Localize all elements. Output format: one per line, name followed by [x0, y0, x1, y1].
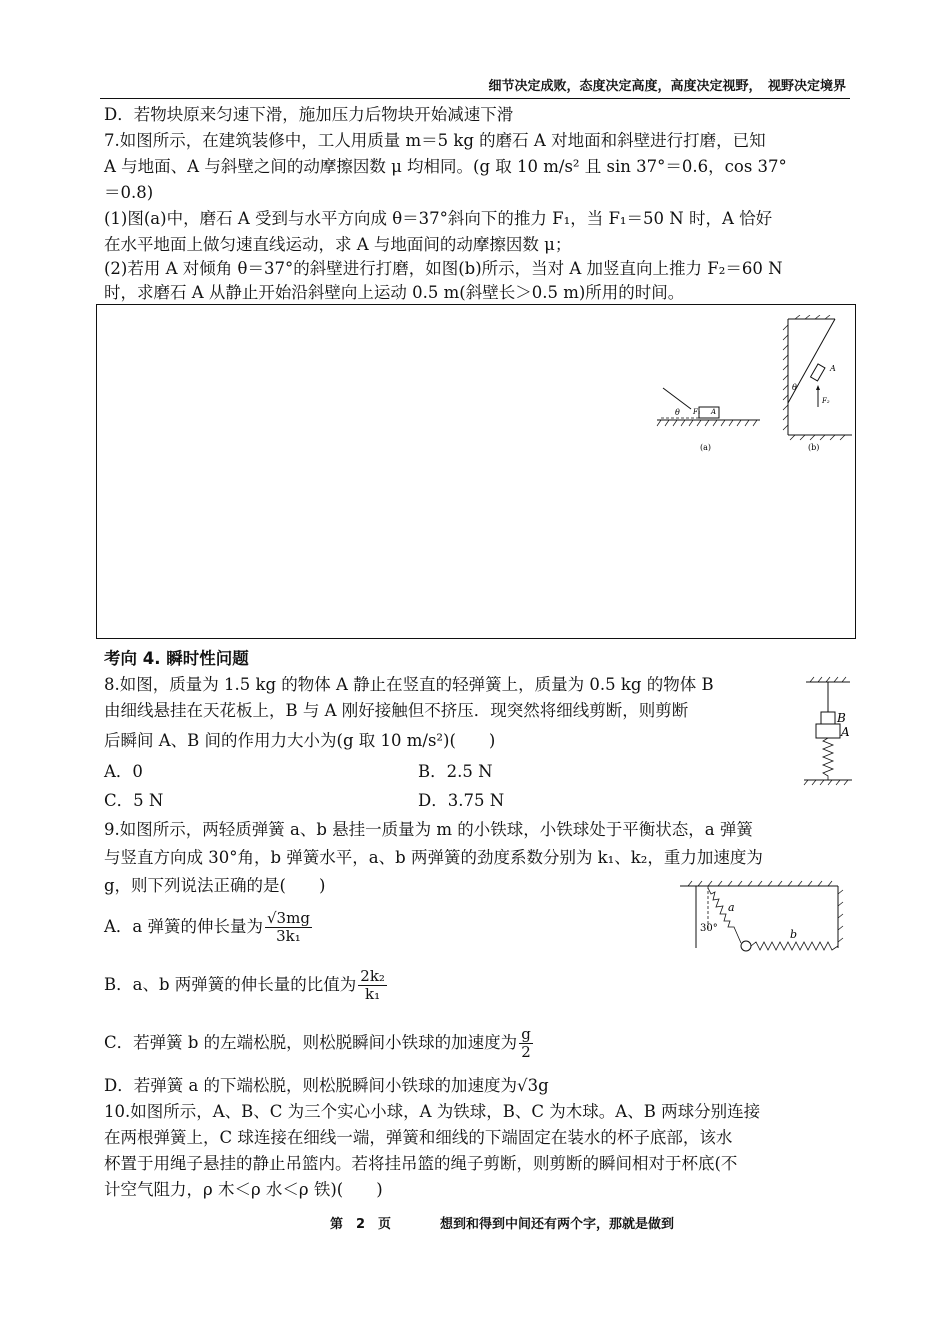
answer-box	[96, 304, 856, 639]
q9-line3: g，则下列说法正确的是( )	[104, 876, 326, 895]
q10-line1: 10.如图所示，A、B、C 为三个实心小球，A 为铁球，B、C 为木球。A、B 两球分别连接	[104, 1102, 761, 1121]
q9-option-a	[104, 908, 312, 946]
page-number: 第 2 页	[330, 1217, 392, 1232]
q9-option-b-fraction: $\frac{\text{2k₂}}{\text{k₁}}$	[360, 967, 385, 1003]
figure-a	[655, 380, 765, 455]
header-motto: 细节决定成败，态度决定高度，高度决定视野， 视野决定境界	[488, 79, 846, 94]
q10-line3: 杯置于用绳子悬挂的静止吊篮内。若将挂吊篮的绳子剪断，则剪断的瞬间相对于杯底(不	[104, 1154, 738, 1173]
q7-line3: ＝0.8)	[104, 183, 154, 202]
fig8-label-a: A	[841, 725, 850, 739]
fig8-label-b: B	[837, 711, 846, 725]
q9-option-d: D．若弹簧 a 的下端松脱，则松脱瞬间小铁球的加速度为√3g	[104, 1076, 549, 1095]
fig-b-caption: (b)	[808, 443, 820, 452]
q9-line1: 9.如图所示，两轻质弹簧 a、b 悬挂一质量为 m 的小铁球，小铁球处于平衡状态，a 弹簧	[104, 820, 753, 839]
q7-line7: 时，求磨石 A 从静止开始沿斜壁向上运动 0.5 m(斜壁长＞0.5 m)所用的时间。	[104, 283, 685, 302]
q7-line1: 7.如图所示，在建筑装修中，工人用质量 m＝5 kg 的磨石 A 对地面和斜壁进行打磨，已知	[104, 131, 766, 150]
q10-line2: 在两根弹簧上，C 球连接在细线一端，弹簧和细线的下端固定在装水的杯子底部，该水	[104, 1128, 733, 1147]
figure-q8	[798, 676, 858, 794]
q7-line6: (2)若用 A 对倾角 θ＝37°的斜壁进行打磨，如图(b)所示，当对 A 加竖直向上推力 F₂＝60 N	[104, 259, 783, 278]
q9-line2: 与竖直方向成 30°角，b 弹簧水平，a、b 两弹簧的劲度系数分别为 k₁、k₂，重力加速度为	[104, 848, 763, 867]
fig-b-theta: θ	[792, 383, 797, 392]
footer-slogan: 想到和得到中间还有两个字，那就是做到	[440, 1217, 675, 1232]
fig-a-caption: (a)	[700, 443, 712, 452]
header-rule	[100, 98, 850, 99]
q9-option-c-text: C．若弹簧 b 的左端松脱，则松脱瞬间小铁球的加速度为	[104, 1033, 518, 1052]
q9-option-c	[104, 1024, 533, 1062]
q8-line1: 8.如图，质量为 1.5 kg 的物体 A 静止在竖直的轻弹簧上，质量为 0.5 kg 的物体 B	[104, 675, 714, 694]
q8-option-a: A．0	[104, 762, 143, 781]
fig-a-theta: θ	[675, 408, 680, 417]
q9-option-b	[104, 966, 387, 1004]
fig-a-block: A	[711, 408, 717, 416]
fig-b-block: A	[830, 364, 836, 373]
figure-b	[780, 315, 860, 455]
q8-line2: 由细线悬挂在天花板上，B 与 A 刚好接触但不挤压．现突然将细线剪断，则剪断	[104, 701, 689, 720]
q10-line4: 计空气阻力，ρ 木＜ρ 水＜ρ 铁)( )	[104, 1180, 383, 1199]
fig9-label-a: a	[728, 901, 735, 914]
q8-line3: 后瞬间 A、B 间的作用力大小为(g 取 10 m/s²)( )	[104, 731, 496, 750]
option-d-prev: D．若物块原来匀速下滑，施加压力后物块开始减速下滑	[104, 105, 514, 124]
q8-option-b: B．2.5 N	[418, 762, 493, 781]
q7-line5: 在水平地面上做匀速直线运动，求 A 与地面间的动摩擦因数 μ；	[104, 235, 572, 254]
fig-a-force: F₁	[693, 408, 701, 416]
fig-b-force: F₂	[822, 397, 830, 405]
q9-option-b-text: B．a、b 两弹簧的伸长量的比值为	[104, 975, 357, 994]
q8-option-c: C．5 N	[104, 791, 164, 810]
q7-line4: (1)图(a)中，磨石 A 受到与水平方向成 θ＝37°斜向下的推力 F₁，当 F₁＝50 N 时，A 恰好	[104, 209, 773, 228]
figure-q9	[678, 880, 848, 960]
q9-option-c-fraction: $\frac{g}{2}$	[521, 1025, 531, 1061]
section-heading: 考向 4. 瞬时性问题	[104, 649, 249, 668]
q7-line2: A 与地面、A 与斜壁之间的动摩擦因数 μ 均相同。(g 取 10 m/s² 且 sin 37°＝0.6，cos 37°	[104, 157, 787, 176]
q9-option-a-text: A．a 弹簧的伸长量为	[104, 917, 263, 936]
q8-option-d: D．3.75 N	[418, 791, 505, 810]
fig9-label-b: b	[790, 928, 798, 941]
q9-option-a-fraction: $\frac{√3mg}{\text{3k₁}}$	[267, 909, 310, 945]
fig9-angle: 30°	[700, 923, 718, 934]
